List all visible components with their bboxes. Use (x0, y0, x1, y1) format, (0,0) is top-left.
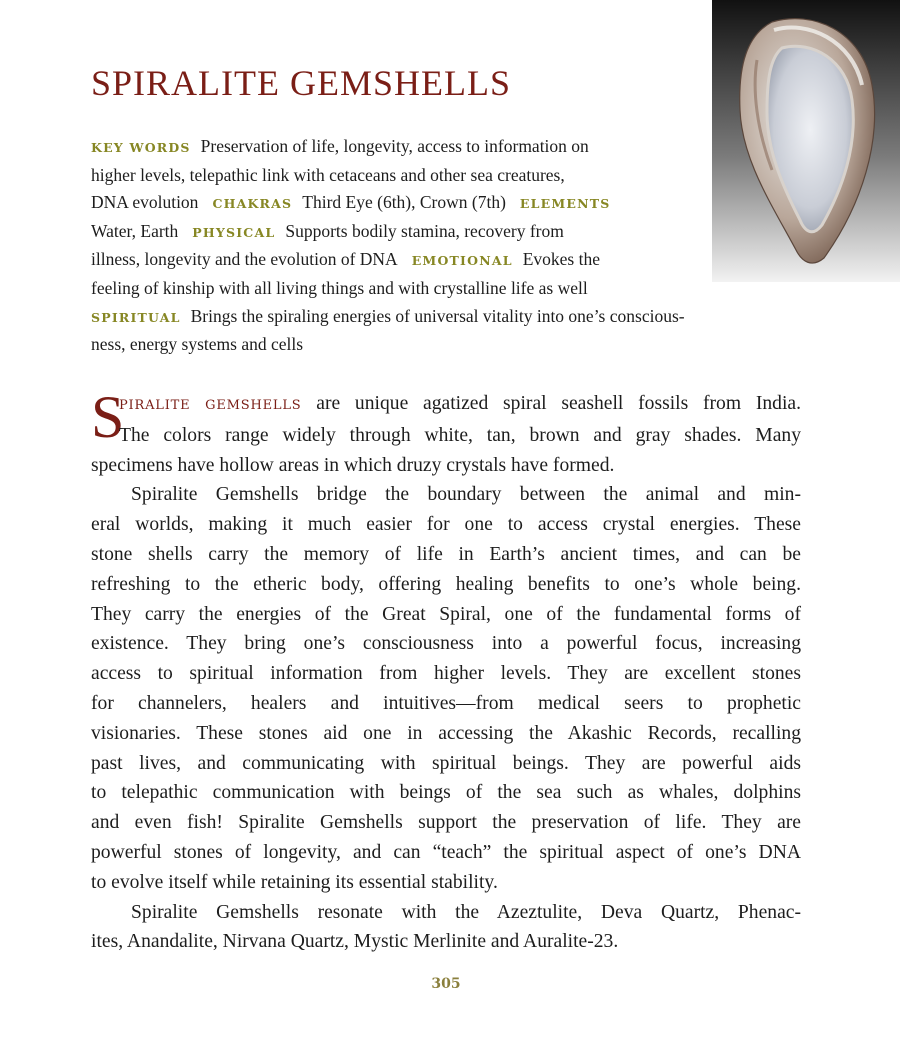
paragraph-3 (91, 898, 801, 958)
elements-label: ELEMENTS (519, 196, 611, 212)
emotional-label: EMOTIONAL (411, 253, 513, 269)
key-words-text: higher levels, telepathic link with cetaceans and other sea creatures, (91, 164, 565, 185)
elements-text: Water, Earth (91, 220, 179, 241)
paragraph-2-line: They carry the energies of the Great Spiral, one of the fundamental forms of (91, 603, 801, 625)
paragraph-3-line: Spiralite Gemshells resonate with the Azeztulite, Deva Quartz, Phenac- (131, 901, 801, 923)
key-words-text: DNA evolution (91, 192, 199, 213)
paragraph-2-line: visionaries. These stones aid one in accessing the Akashic Records, recalling (91, 722, 801, 744)
paragraph-2-line: powerful stones of longevity, and can “teach” the spiritual aspect of one’s DNA (91, 841, 801, 863)
page-title: SPIRALITE GEMSHELLS (91, 63, 512, 103)
paragraph-2-line: refreshing to the etheric body, offering healing benefits to one’s whole being. (91, 573, 801, 595)
paragraph-2-line: to telepathic communication with beings of the sea such as whales, dolphins (91, 782, 801, 804)
properties-line-3 (91, 189, 791, 218)
paragraph-1-line (91, 389, 801, 421)
key-words-text: Preservation of life, longevity, access to information on (200, 136, 589, 156)
paragraph-1-line: The colors range widely through white, tan, brown and gray shades. Many (119, 424, 801, 446)
properties-line-2 (91, 162, 791, 190)
properties-block (91, 133, 791, 359)
properties-line-6 (91, 275, 791, 303)
emotional-text: Evokes the (522, 249, 600, 270)
page-number: 305 (431, 976, 461, 992)
properties-line-5 (91, 246, 791, 275)
chakras-text: Third Eye (6th), Crown (7th) (302, 192, 506, 213)
emotional-text: feeling of kinship with all living things and with crystalline life as well (91, 277, 588, 298)
paragraph-1-text: are unique agatized spiral seashell fossils from India. (301, 393, 802, 414)
properties-line-8 (91, 331, 791, 359)
paragraph-2-line: access to spiritual information from higher levels. They are excellent stones (91, 663, 801, 685)
paragraph-2-line: eral worlds, making it much easier for one to access crystal energies. These (91, 514, 801, 536)
physical-label: PHYSICAL (192, 224, 276, 240)
paragraph-2-line: past lives, and communicating with spiritual beings. They are powerful aids (91, 752, 801, 774)
chakras-label: CHAKRAS (212, 196, 293, 212)
paragraph-2-line: to evolve itself while retaining its essential stability. (91, 871, 498, 893)
properties-line-1 (91, 133, 791, 162)
paragraph-2-line: existence. They bring one’s consciousness into a powerful focus, increasing (91, 633, 801, 655)
spiritual-label: SPIRITUAL (91, 309, 181, 325)
paragraph-2-line: for channelers, healers and intuitives—from medical seers to prophetic (91, 692, 801, 714)
drop-cap: S (91, 384, 125, 450)
key-words-label: KEY WORDS (91, 140, 191, 155)
paragraph-2 (91, 480, 801, 897)
properties-line-7 (91, 303, 791, 332)
physical-text: illness, longevity and the evolution of DNA (91, 249, 398, 270)
paragraph-2-line: and even fish! Spiralite Gemshells support the preservation of life. They are (91, 812, 801, 834)
paragraph-2-line: Spiralite Gemshells bridge the boundary between the animal and min- (131, 484, 801, 506)
paragraph-1-line: specimens have hollow areas in which druzy crystals have formed. (91, 454, 615, 476)
properties-line-4 (91, 218, 791, 247)
physical-text: Supports bodily stamina, recovery from (285, 220, 564, 241)
spiritual-text: ness, energy systems and cells (91, 334, 304, 355)
paragraph-2-line: stone shells carry the memory of life in Earth’s ancient times, and can be (91, 543, 801, 565)
lead-smallcaps: PIRALITE GEMSHELLS (119, 398, 302, 413)
paragraph-3-line: ites, Anandalite, Nirvana Quartz, Mystic Merlinite and Auralite-23. (91, 931, 619, 953)
body-text (91, 384, 802, 957)
spiritual-text: Brings the spiraling energies of universal vitality into one’s conscious- (190, 305, 685, 326)
